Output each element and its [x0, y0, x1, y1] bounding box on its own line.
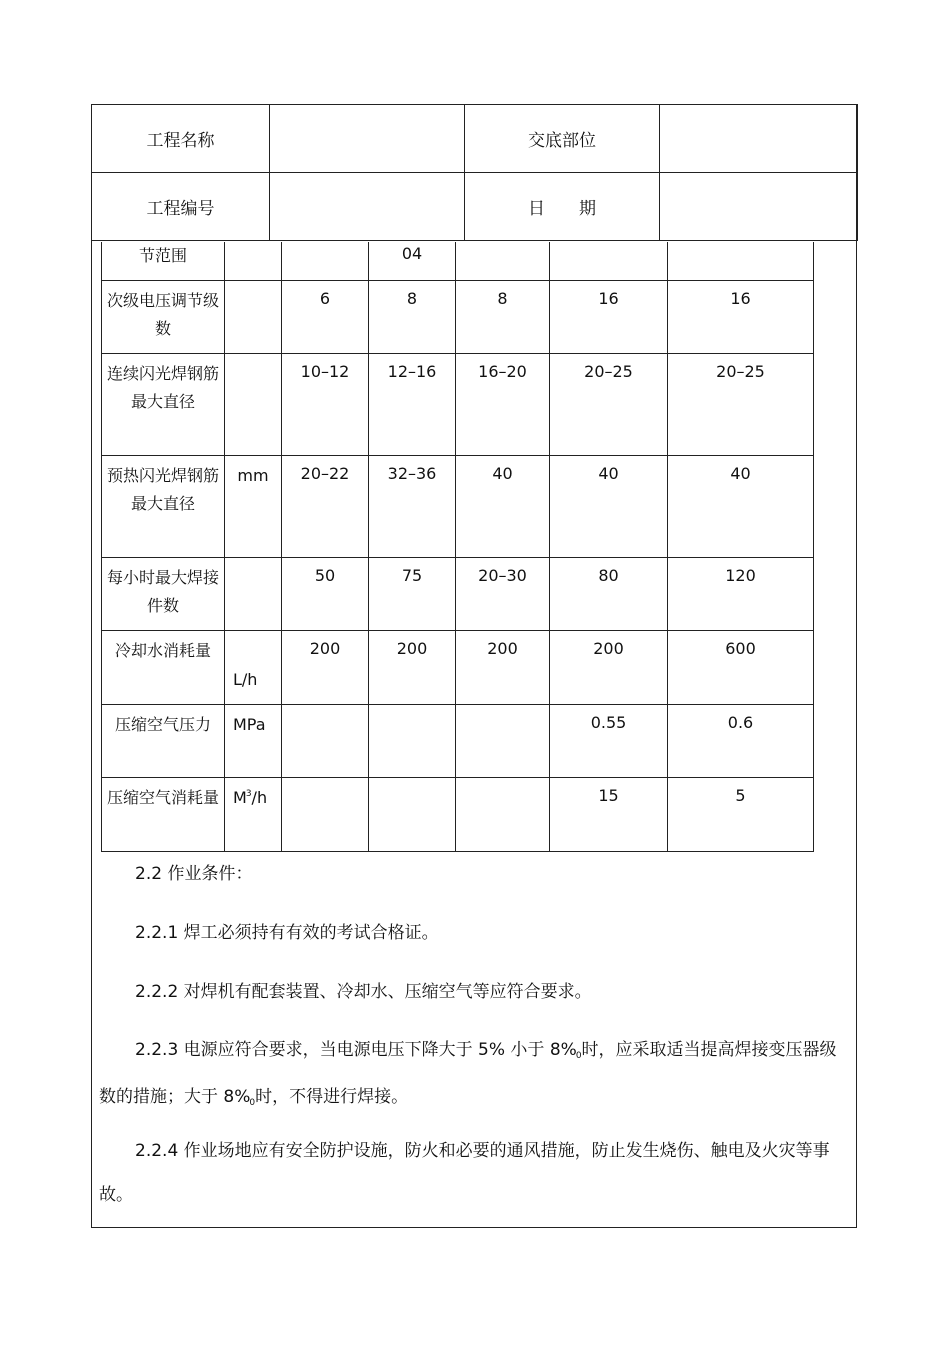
row-unit: mm	[225, 455, 282, 557]
date-label: 日 期	[465, 173, 660, 241]
table-row	[102, 455, 814, 557]
row-unit	[225, 777, 282, 851]
paragraph-2-2-1	[99, 911, 839, 955]
table-row	[102, 777, 814, 851]
table-row	[102, 704, 814, 777]
table-cell: 04	[369, 242, 456, 280]
paragraph-text: 时，应采取适当提高焊接变压器级数的措施；大于 8%	[99, 1040, 837, 1107]
unit-superscript: 3	[245, 788, 252, 799]
row-unit	[225, 353, 282, 455]
table-cell: 20–30	[456, 557, 550, 630]
table-cell: 40	[550, 455, 668, 557]
table-cell	[282, 704, 369, 777]
table-cell: 16	[668, 280, 814, 353]
paragraph-text: 2.2.2 对焊机有配套装置、冷却水、压缩空气等应符合要求。	[135, 982, 592, 1002]
table-cell: 0.55	[550, 704, 668, 777]
table-cell: 40	[456, 455, 550, 557]
table-cell: 40	[668, 455, 814, 557]
row-unit: MPa	[225, 704, 282, 777]
table-cell: 80	[550, 557, 668, 630]
unit-base: M	[233, 787, 247, 807]
project-name-label: 工程名称	[92, 105, 270, 173]
table-cell	[456, 777, 550, 851]
table-cell: 8	[456, 280, 550, 353]
table-cell	[282, 242, 369, 280]
table-cell: 200	[456, 630, 550, 704]
row-label: 连续闪光焊钢筋最大直径	[102, 353, 225, 455]
table-cell: 12–16	[369, 353, 456, 455]
table-cell: 50	[282, 557, 369, 630]
table-row	[102, 280, 814, 353]
table-cell: 0.6	[668, 704, 814, 777]
table-row	[102, 630, 814, 704]
table-cell	[456, 704, 550, 777]
project-number-label: 工程编号	[92, 173, 270, 241]
table-cell: 75	[369, 557, 456, 630]
table-cell: 200	[550, 630, 668, 704]
table-cell: 20–25	[550, 353, 668, 455]
table-cell: 16–20	[456, 353, 550, 455]
table-cell	[668, 242, 814, 280]
row-label: 压缩空气压力	[102, 704, 225, 777]
percent-subscript: 0	[249, 1098, 256, 1108]
paragraph-text: 2.2.3 电源应符合要求，当电源电压下降大于 5% 小于 8%	[135, 1040, 577, 1060]
table-cell: 20–22	[282, 455, 369, 557]
percent-subscript: 0	[575, 1051, 582, 1061]
row-label: 预热闪光焊钢筋最大直径	[102, 455, 225, 557]
header-row	[92, 105, 858, 173]
table-row	[102, 557, 814, 630]
paragraph-text: 2.2 作业条件：	[135, 864, 253, 884]
table-row	[102, 242, 814, 280]
paragraph-text: 2.2.4 作业场地应有安全防护设施，防火和必要的通风措施，防止发生烧伤、触电及火灾等事故。	[99, 1141, 830, 1205]
paragraph-text: 2.2.1 焊工必须持有有效的考试合格证。	[135, 923, 439, 943]
project-number-value	[270, 173, 465, 241]
table-cell: 200	[282, 630, 369, 704]
handover-location-label: 交底部位	[465, 105, 660, 173]
paragraph-text: 时，不得进行焊接。	[255, 1087, 409, 1107]
row-unit	[225, 242, 282, 280]
table-cell: 15	[550, 777, 668, 851]
row-label: 压缩空气消耗量	[102, 777, 225, 851]
table-cell: 32–36	[369, 455, 456, 557]
table-cell: 5	[668, 777, 814, 851]
table-cell	[456, 242, 550, 280]
handover-location-value	[660, 105, 858, 173]
paragraph-2-2	[99, 852, 839, 896]
date-value	[660, 173, 858, 241]
table-cell	[369, 704, 456, 777]
header-row	[92, 173, 858, 241]
table-cell: 16	[550, 280, 668, 353]
row-label: 冷却水消耗量	[102, 630, 225, 704]
row-label: 节范围	[102, 242, 225, 280]
welder-spec-table	[101, 242, 814, 852]
table-cell: 6	[282, 280, 369, 353]
table-cell	[550, 242, 668, 280]
table-cell: 20–25	[668, 353, 814, 455]
project-name-value	[270, 105, 465, 173]
table-cell: 120	[668, 557, 814, 630]
row-unit	[225, 557, 282, 630]
table-cell: 200	[369, 630, 456, 704]
header-table	[91, 104, 858, 241]
unit-suffix: /h	[251, 787, 268, 807]
paragraph-2-2-4	[99, 1129, 839, 1217]
table-cell: 10–12	[282, 353, 369, 455]
table-cell	[282, 777, 369, 851]
row-unit: L/h	[225, 630, 282, 704]
table-cell	[369, 777, 456, 851]
paragraph-2-2-2	[99, 970, 839, 1014]
row-label: 每小时最大焊接件数	[102, 557, 225, 630]
table-cell: 8	[369, 280, 456, 353]
paragraph-2-2-3	[99, 1028, 839, 1122]
row-unit	[225, 280, 282, 353]
row-label: 次级电压调节级数	[102, 280, 225, 353]
table-row	[102, 353, 814, 455]
table-cell: 600	[668, 630, 814, 704]
